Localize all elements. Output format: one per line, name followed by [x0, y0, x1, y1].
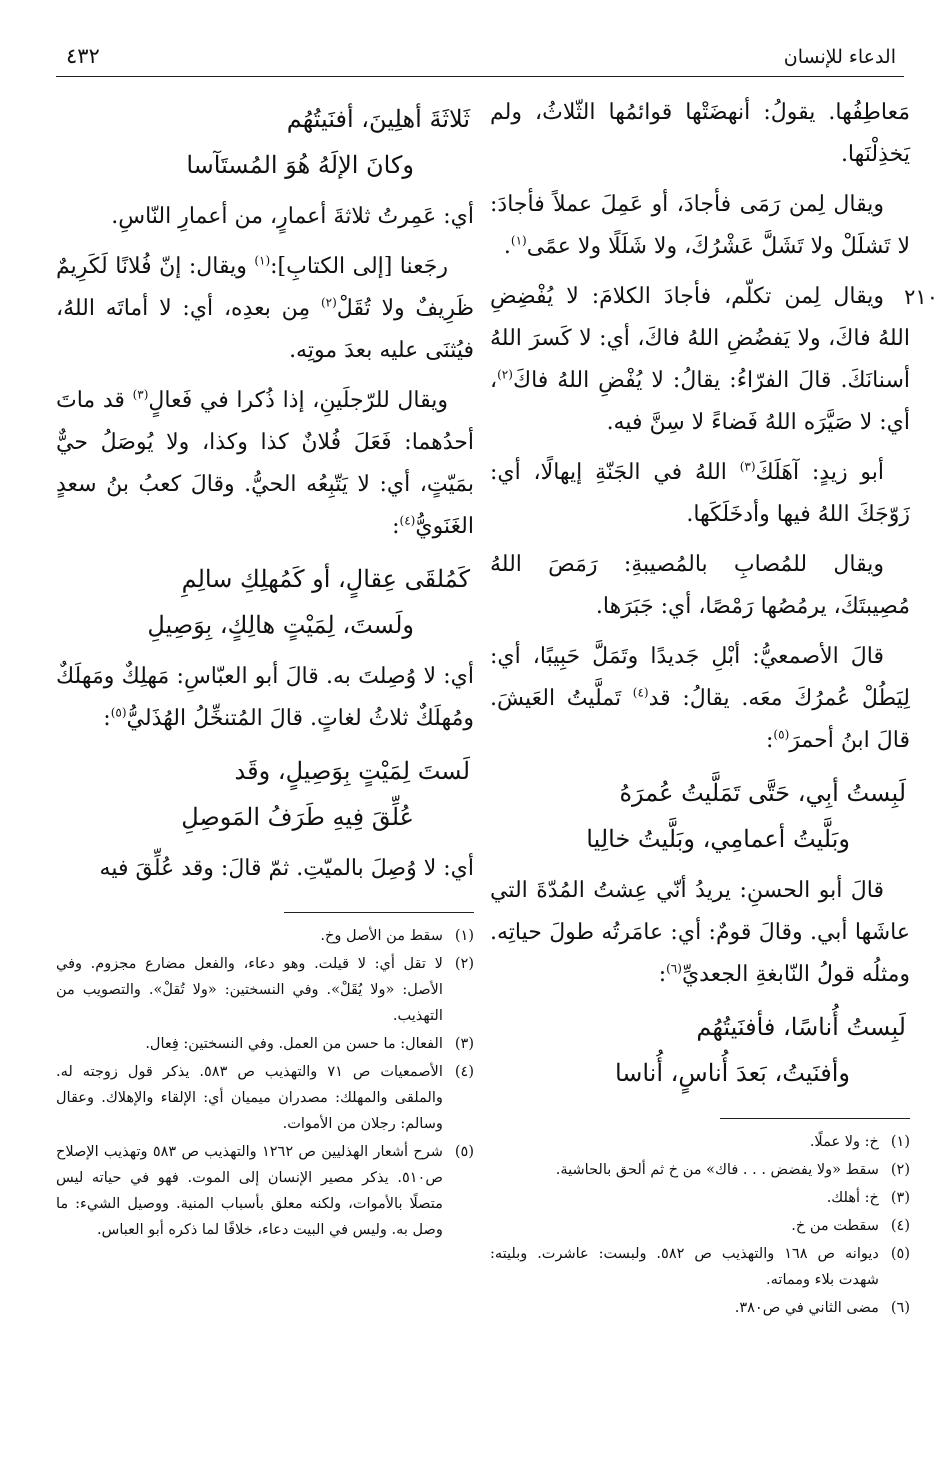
paragraph: ويقال للمُصابِ بالمُصيبةِ: رَمَصَ اللهُ مُصِيبتَكَ، يرمُصُها رَمْصًا، أي: جَبَرَها.	[490, 552, 910, 619]
running-title: الدعاء للإنسان	[783, 46, 896, 68]
verse-hemistich: وبَلَّيتُ أعمامِي، وبَلَّيتُ خالِيا	[586, 825, 850, 853]
footnote-ref: (٢)	[497, 367, 513, 382]
verse-hemistich: وكانَ الإلَهُ هُوَ المُستَآسا	[186, 151, 414, 179]
paragraph: مَعاطِفُها. يقولُ: أنهضَتْها قوائمُها الثّلاثُ، ولم يَخذِلْنَها.	[490, 100, 910, 167]
footnote: (٥) شرح أشعار الهذليين ص ١٢٦٢ والتهذيب ص ٥٨٣ وتهذيب الإصلاح ص٥١٠. يذكر مصير الإنسان إلى الموت. فهو في حياته ليس متصلًا بالأموات، ولكنه معلق بأسباب المنية. ووصيل الشيء: ما وصل به. وليس في البيت دعاء، خلافًا لما ذكره أبو العباس.	[56, 1144, 474, 1238]
paragraph: ويقال للرّجلَينِ، إذا ذُكرا في فَعالٍ$^{(٣)}$ قد ماتَ أحدُهما: فَعَلَ فُلانٌ كذا وكذا، ولا يُوصَلُ حيٌّ بمَيّتٍ، أي: لا يَتّبِعُه الحيُّ. وقالَ كعبُ بنُ سعدٍ الغَنَويُّ$^{(٤)}$:	[56, 387, 474, 539]
paragraph: أي: لا وُصِلَ بالميّتِ. ثمّ قالَ: وقد عُلِّقَ فيه	[99, 856, 474, 881]
footnote: (٢) لا تقل أي: لا قيلت. وهو دعاء، والفعل مضارع مجزوم. وفي الأصل: «ولا يُقَلْ». وفي النسختين: «ولا تُقلْ». والتصويب من التهذيب.	[56, 956, 474, 1024]
footnote-ref: (٢)	[320, 295, 337, 310]
footnote: (٣) خ: أهلك.	[826, 1190, 910, 1206]
paragraph: أي: عَمِرتُ ثلاثةَ أعمارٍ، من أعمارِ النّاسِ.	[111, 204, 474, 229]
verse	[490, 770, 910, 862]
footnote-ref: (٤)	[399, 513, 416, 528]
page-number: ٤٣٢	[66, 44, 100, 68]
footnote: (٥) ديوانه ص ١٦٨ والتهذيب ص ٥٨٢. ولبست: عاشرت. وبليته: شهدت بلاء ومماته.	[490, 1246, 910, 1288]
running-header	[56, 40, 904, 77]
paragraph: أبو زيدٍ: آهَلَكَ$^{(٣)}$ اللهُ في الجَنّةِ إيهالًا، أي: زَوّجَكَ اللهُ فيها وأدخَلَكَها.	[490, 459, 910, 527]
paragraph: ويقال لِمن رَمَى فأجادَ، أو عَمِلَ عملاً فأجادَ: لا تَشلَلْ ولا تَشَلَّ عَشْرُكَ، ولا شَلَلًا ولا عمًى$^{(١)}$.	[490, 192, 910, 259]
verse	[490, 1004, 910, 1096]
footnote: (٦) مضى الثاني في ص٣٨٠.	[734, 1300, 910, 1316]
paragraph: قالَ الأصمعيُّ: أبْلِ جَديدًا وتَمَلَّ حَبِيبًا، أي: لِيَطُلْ عُمرُكَ معَه. يقالُ: قد$^{(٤)}$ تَملَّيتُ العَيشَ. قالَ ابنُ أحمرَ$^{(٥)}$:	[490, 644, 910, 753]
footnote-ref: (٥)	[773, 727, 790, 742]
left-column	[56, 92, 474, 1245]
footnote: (٤) سقطت من خ.	[791, 1218, 910, 1234]
verse-hemistich: ولَستَ، لِمَيْتٍ هالِكٍ، بِوَصِيلِ	[147, 611, 414, 639]
footnote: (٤) الأصمعيات ص ٧١ والتهذيب ص ٥٨٣. يذكر قول زوجته له. والملقى والمهلك: مصدران ميميان أي: الإلقاء والإهلاك. وعقال وسالم: رجلان من الأموات.	[56, 1064, 474, 1132]
paragraph: رجَعنا [إلى الكتابِ]:$^{(١)}$ ويقال: إنّ فُلانًا لَكَرِيمٌ ظَرِيفٌ ولا تُقَلْ$^{(٢)}$ مِن بعدِه، أي: لا أماتَه اللهُ، فيُثنَى عليه بعدَ موتِه.	[56, 253, 474, 363]
verse	[56, 748, 474, 840]
verse-hemistich: لَبِستُ أُناسًا، فأفنَيتُهُم	[696, 1013, 906, 1041]
footnote: (١) سقط من الأصل وخ.	[320, 928, 474, 944]
verse-hemistich: كَمُلقَى عِقالٍ، أو كَمُهلِكِ سالِمِ	[181, 565, 470, 593]
footnote-ref: (١)	[254, 253, 271, 268]
footnote-ref: (٣)	[132, 387, 149, 402]
footnotes	[490, 1129, 910, 1321]
section-number: ٢١٠	[904, 285, 938, 309]
footnote-divider	[284, 912, 474, 913]
paragraph: أي: لا وُصِلتَ به. قالَ أبو العبّاسِ: مَهلِكٌ ومَهلَكٌ ومُهلَكٌ ثلاثُ لغاتٍ. قالَ المُتنخِّلُ الهُذَليُّ$^{(٥)}$:	[56, 664, 474, 731]
footnotes	[56, 923, 474, 1243]
footnote: (٢) سقط «ولا يفضض . . . فاك» من خ ثم ألحق بالحاشية.	[555, 1162, 910, 1178]
footnote-ref: (٥)	[110, 705, 127, 720]
footnote-ref: (٤)	[632, 685, 649, 700]
right-column	[490, 92, 938, 1323]
paragraph: قالَ أبو الحسنِ: يريدُ أنّي عِشتُ المُدّةَ التي عاشَها أبي. وقالَ قومٌ: أي: عامَرتُه طولَ حياتِه. ومثلُه قولُ النّابغةِ الجعديِّ$^{(٦)}$:	[490, 878, 910, 987]
footnote: (١) خ: ولا عملًا.	[809, 1134, 910, 1150]
footnote-ref: (٣)	[739, 459, 756, 474]
footnote-ref: (٦)	[666, 961, 682, 976]
paragraph: ويقال لِمن تكلّم، فأجادَ الكلامَ: لا يُفْضِضِ اللهُ فاكَ، ولا يَفضُضِ اللهُ فاكَ، أي: لا كَسرَ اللهُ أسنانَكَ. قالَ الفرّاءُ: يقالُ: لا يُفْضِ اللهُ فاكَ$^{(٢)}$، أي: لا صَيَّرَه اللهُ فَضاءً لا سِنَّ فيه.	[490, 284, 910, 435]
verse-hemistich: عُلِّقَ فِيهِ طَرَفُ المَوصِلِ	[181, 803, 414, 831]
footnote: (٣) الفعال: ما حسن من العمل. وفي النسختين: فِعال.	[145, 1036, 474, 1052]
verse-hemistich: وأفنَيتُ، بَعدَ أُناسٍ، أُناسا	[614, 1059, 850, 1087]
verse	[56, 556, 474, 648]
verse-hemistich: ثَلاثَةَ أهلِينَ، أفنَيتُهُم	[286, 105, 470, 133]
verse-hemistich: لَبِستُ أبِي، حَتَّى تَمَلَّيتُ عُمرَهُ	[619, 779, 906, 807]
footnote-ref: (١)	[510, 233, 527, 248]
verse	[56, 96, 474, 188]
verse-hemistich: لَستَ لِمَيْتٍ بِوَصِيلٍ، وقَد	[234, 757, 470, 785]
section-210	[490, 276, 938, 444]
footnote-divider	[720, 1118, 910, 1119]
